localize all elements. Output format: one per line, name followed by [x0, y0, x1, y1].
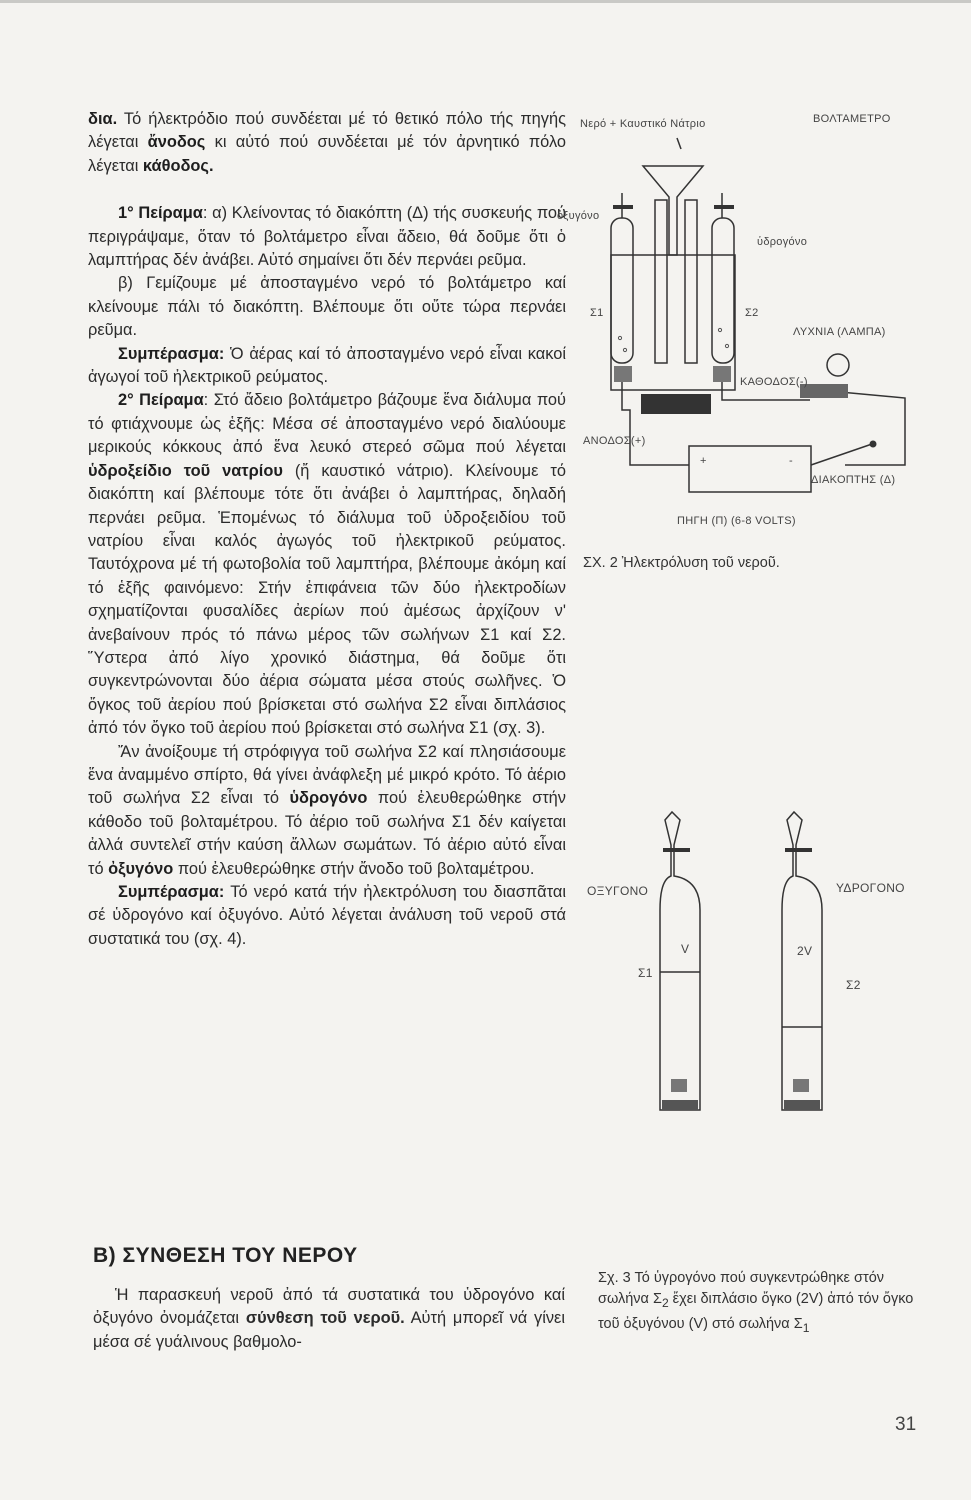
page-number: 31: [895, 1414, 917, 1435]
text-span: β) Γεμίζουμε μέ ἀποσταγμένο νερό τό βολτάμετρο καί κλείνουμε πάλι τό διακόπτη. Βλέπουμε ὅτι οὔτε τώρα περνάει ρεῦμα.: [88, 274, 566, 340]
lead-word: δια.: [88, 110, 118, 128]
label-hydrogen: ΥΔΡΟΓΟΝΟ: [836, 881, 905, 895]
conclusion-label: Συμπέρασμα:: [118, 344, 225, 363]
label-tube-s1: Σ1: [638, 966, 653, 980]
figure-2-caption: ΣΧ. 2 Ἠλεκτρόλυση τοῦ νεροῦ.: [583, 555, 780, 571]
label-oxygen-tube: ὀξυγόνο: [557, 210, 600, 222]
label-lamp: ΛΥΧΝΙΑ (ΛΑΜΠΑ): [793, 326, 886, 338]
tube-oxygen-s1: [660, 812, 700, 1110]
label-s1: Σ1: [590, 307, 604, 319]
label-anode: ΑΝΟΔΟΣ(+): [583, 435, 646, 447]
label-hydrogen-tube: ὑδρογόνο: [757, 236, 808, 248]
caption-subscript: 1: [802, 1320, 810, 1335]
label-source: ΠΗΓΗ (Π) (6-8 VOLTS): [677, 515, 796, 527]
caption-text: Σχ. 3 Τό ὑγρογόνο πού συγκεντρώθηκε στόν σωλήνα Σ: [598, 1270, 885, 1307]
text-span: πού ἐλευθερώθηκε στήν κάθοδο τοῦ βολταμέτρου. Τό ἀέριο τοῦ σωλήνα Σ1 δέν καίγεται ἀλλά συντελεῖ στήν καύση ἄλλων σωμάτων. Τό ἀέριο αὐτό εἶναι τό: [88, 789, 566, 878]
conclusion-label: Συμπέρασμα:: [118, 883, 225, 901]
text-span: Ὁ ἀέρας καί τό ἀποσταγμένο νερό εἶναι κακοί ἀγωγοί τοῦ ἠλεκτρικοῦ ρεύματος.: [88, 344, 566, 387]
text-span: : Στό ἄδειο βολτάμετρο βάζουμε ἕνα διάλυμα πού τό φτιάχνουμε ὡς ἑξῆς: Μέσα σέ ἀποσταγμένο νερό διαλύουμε μερικούς κόκκους ἀπό ἕνα λευκό στερεό σῶμα πού λέγεται: [88, 391, 566, 457]
base-oxygen: [662, 1100, 698, 1110]
text-span: (ἤ καυστικό νάτριο). Κλείνουμε τό διακόπτη καί βλέπουμε τότε ὅτι ἀνάβει ὁ λαμπτήρας, δηλαδή περνάει ρεῦμα. Ἑπομένως τό διάλυμα τοῦ ὑδροξειδίου τοῦ νατρίου εἶναι καλός ἀγωγός τοῦ ἠλεκτρικοῦ ρεύματος. Ταυτόχρονα μέ τή φωτοβολία τοῦ λαμπτήρα, βλέπουμε ἀκόμη καί τό ἑξῆς φαινόμενο: Στήν ἐπιφάνεια τῶν δύο ἠλεκτροδίων σχηματίζονται φυσαλίδες ἀερίων πού ἀμέσως ἀρχίζουν ν' ἀνεβαίνουν πρός τό πάνω μέρος τῶν σωλήνων Σ1 καί Σ2. Ὕστερα ἀπό λίγο χρονικό διάστημα, θά δοῦμε ὅτι συγκεντρώνονται δύο ἀέρια σώματα μέσα στούς σωλῆνες. Ὁ ὄγκος τοῦ ἀερίου πού βρίσκεται στό σωλήνα Σ2 εἶναι διπλάσιος ἀπό τόν ὄγκο τοῦ ἀερίου πού βρίσκεται στό σωλήνα Σ1 (σχ. 3).: [88, 461, 566, 738]
base-hydrogen: [784, 1100, 820, 1110]
term-hydrogen: ὑδρογόνο: [289, 789, 368, 808]
caption-subscript: 2: [661, 1295, 669, 1310]
tube-hydrogen-s2: [782, 812, 822, 1110]
text-span: πού ἐλευθερώθηκε στήν ἄνοδο τοῦ βολταμέτρου.: [173, 859, 535, 878]
text-span: : α) Κλείνοντας τό διακόπτη (Δ) τής συσκευής πού περιγράψαμε, ὅταν τό βολτάμετρο εἶναι ἄδειο, θά δοῦμε ὅτι ὁ λαμπτήρας δέν ἀνάβει. Αὐτό σημαίνει ὅτι δέν περνάει ρεῦμα.: [88, 204, 566, 270]
label-funnel: Νερό + Καυστικό Νάτριο: [580, 118, 706, 130]
text-span: Τό ήλεκτρόδιο πού συνδέεται μέ τό θετικό πόλο τής πηγής λέγεται: [88, 110, 566, 152]
label-oxygen: ΟΞΥΓΟΝΟ: [587, 884, 649, 898]
electrode-oxygen: [671, 1079, 687, 1092]
figure-3-caption: [598, 1268, 923, 1339]
term-anode: ἄνοδος: [147, 133, 206, 152]
term-cathode: κάθοδος.: [142, 156, 214, 175]
label-volume-2v: 2V: [797, 944, 813, 958]
text-span: Αὐτή μπορεῖ νά γίνει μέσα σέ γυάλινους βαθμολο-: [93, 1309, 566, 1351]
electrode-hydrogen: [793, 1079, 809, 1092]
experiment-2-heading: 2° Πείραμα: [118, 391, 204, 410]
term-oxygen: ὀξυγόνο: [108, 859, 174, 878]
text-span: Ἄν ἀνοίξουμε τή στρόφιγγα τοῦ σωλήνα Σ2 καί πλησιάσουμε ἕνα ἀναμμένο σπίρτο, θά γίνει ἀνάφλεξη μέ μικρό κρότο. Τό ἀέριο τοῦ σωλήνα Σ2 εἶναι τό: [88, 742, 566, 808]
text-span: Ἡ παρασκευή νεροῦ ἀπό τά συστατικά του ὑδρογόνο καί ὀξυγόνο ὀνομάζεται: [93, 1286, 565, 1328]
text-span: Τό νερό κατά τήν ἠλεκτρόλυση του διασπᾶται σέ ὑδρογόνο καί ὀξυγόνο. Αὐτό λέγεται ἀνάλυση τοῦ νεροῦ στά συστατικά του (σχ. 4).: [88, 883, 566, 948]
label-s2: Σ2: [745, 307, 759, 319]
label-volume-v: V: [681, 942, 690, 956]
label-source-minus: -: [789, 455, 793, 467]
text-span: κι αὐτό πού συνδέεται μέ τόν ἀρνητικό πόλο λέγεται: [88, 133, 567, 175]
label-cathode: ΚΑΘΟΔΟΣ(-): [740, 376, 808, 388]
section-b-title: Β) ΣΥΝΘΕΣΗ ΤΟΥ ΝΕΡΟΥ: [93, 1244, 358, 1267]
label-tube-s2: Σ2: [846, 978, 861, 992]
experiment-1-heading: 1° Πείραμα: [118, 204, 203, 223]
label-voltameter: ΒΟΛΤΑΜΕΤΡΟ: [813, 113, 891, 125]
caption-text: ἔχει διπλάσιο ὄγκο (2V) ἀπό τόν ὄγκο τοῦ ὀξυγόνου (V) στό σωλήνα Σ: [598, 1291, 914, 1332]
label-source-plus: +: [700, 455, 707, 467]
term-sodium-hydroxide: ὑδροξείδιο τοῦ νατρίου: [88, 461, 283, 480]
section-b-text: [93, 1284, 565, 1354]
term-synthesis: σύνθεση τοῦ νεροῦ.: [245, 1309, 405, 1328]
label-switch: ΔΙΑΚΟΠΤΗΣ (Δ): [811, 474, 896, 486]
